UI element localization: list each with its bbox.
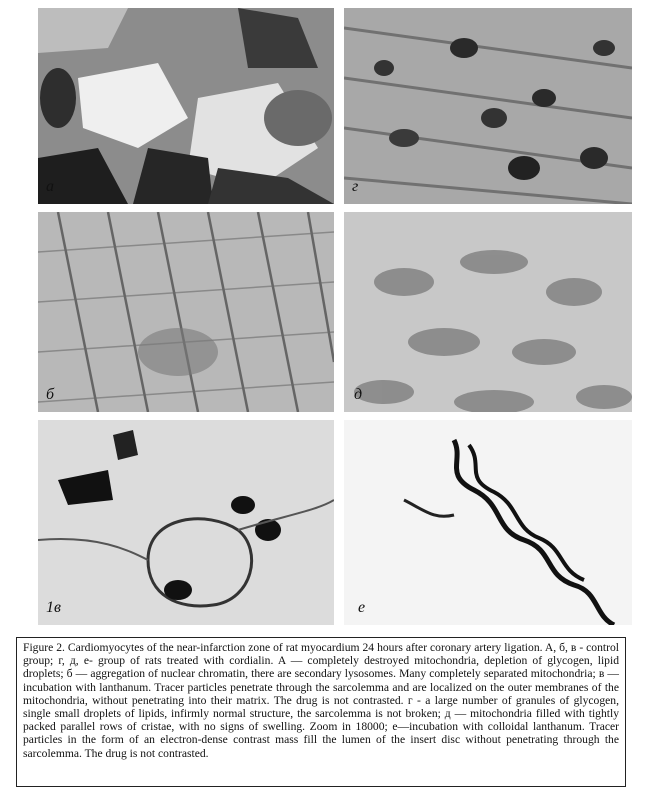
micrograph-a bbox=[38, 8, 334, 204]
micrograph-g bbox=[344, 8, 632, 204]
micrograph-b bbox=[38, 212, 334, 412]
micrograph-d bbox=[344, 212, 632, 412]
panel-label-g: г bbox=[352, 178, 359, 195]
panel-label-a: а bbox=[46, 178, 54, 195]
micrograph-v bbox=[38, 420, 334, 625]
panel-label-b: б bbox=[46, 386, 55, 403]
panel-label-e: е bbox=[358, 599, 366, 616]
figure-caption: Figure 2. Cardiomyocytes of the near-infarction zone of rat myocardium 24 hours after coronary artery ligation. A, б, в - control group; г, д, е- group of rats treated with cordialin. A — completely destroyed mitochondria, depletion of glycogen, lipid droplets; б — aggregation of nuclear chromatin, there are secondary lysosomes. Many completely separated mitochondria; в — incubation with lanthanum. Tracer particles penetrate through the sarcolemma and are localized on the outer membranes of the mitochondria, without penetrating into their matrix. The drug is not contrasted. г - a large number of granules of glycogen, single small droplets of lipids, infirmly normal structure, the sarcolemma is not broken; д — mitochondria filled with tightly packed parallel rows of cristae, with no signs of swelling. Zoom in 18000; е—incubation with colloidal lanthanum. Tracer particles in the form of an electron-dense contrast mass fill the lumen of the insert disc without penetrating through the sarcolemma. The drug is not contrasted. bbox=[16, 637, 626, 787]
panel-label-v: 1в bbox=[46, 599, 61, 616]
micrograph-e bbox=[344, 420, 632, 625]
panel-label-d: д bbox=[354, 386, 363, 403]
